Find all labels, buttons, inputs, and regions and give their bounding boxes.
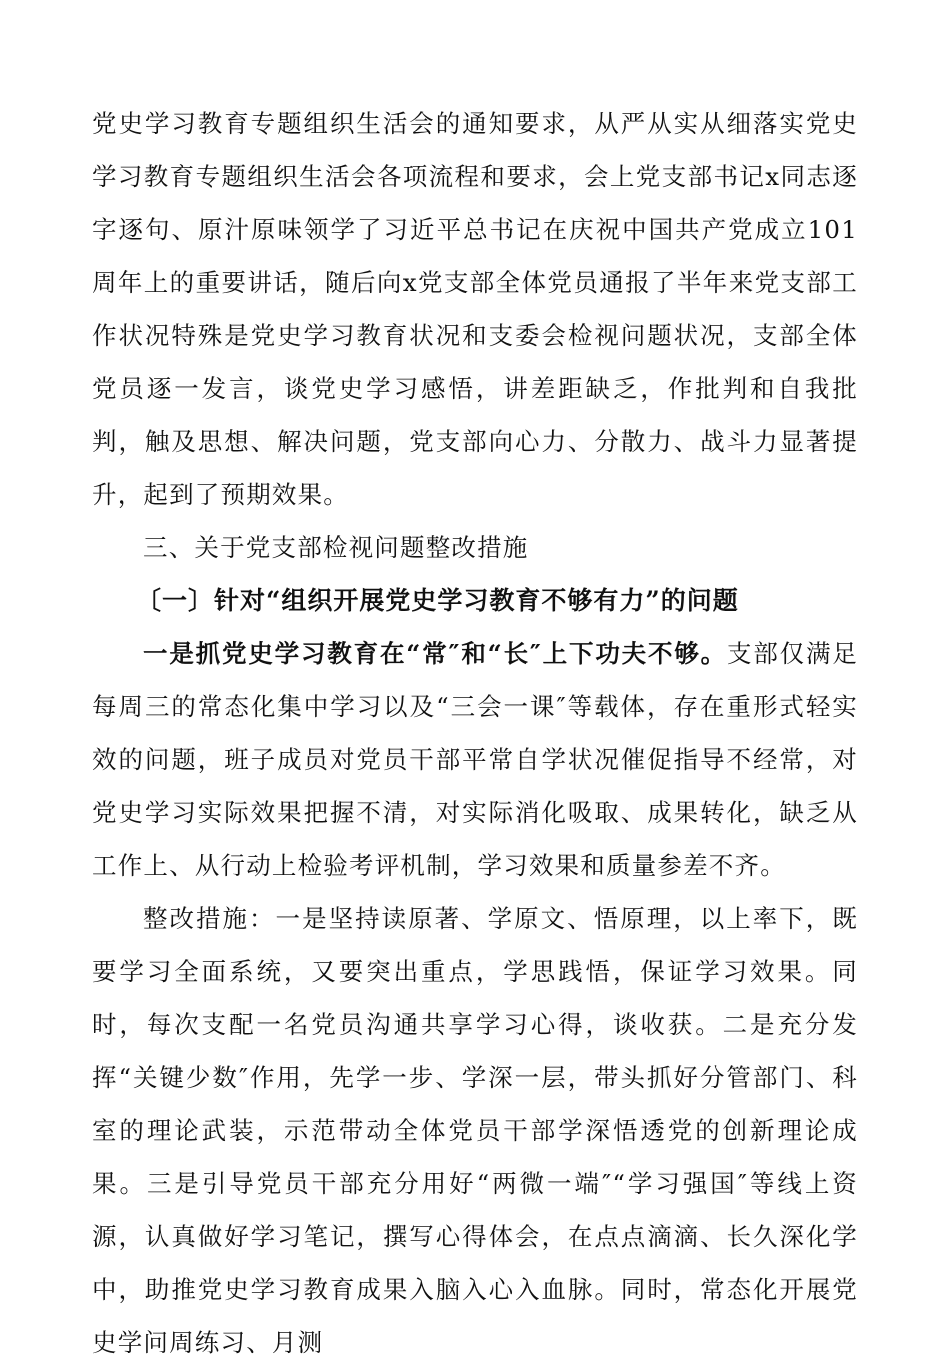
issue-paragraph — [92, 627, 858, 892]
issue-title: 一是抓党史学习教育在“常″和“长″上下功夫不够。 — [143, 639, 727, 668]
document-page — [92, 97, 858, 1369]
section-heading: 三、关于党支部检视问题整改措施 — [143, 533, 529, 562]
measures-paragraph: 整改措施：一是坚持读原著、学原文、悟原理，以上率下，既要学习全面系统，又要突出重点，学思践悟，保证学习效果。同时，每次支配一名党员沟通共享学习心得，谈收获。二是充分发挥“关键少数″作用，先学一步、学深一层，带头抓好分管部门、科室的理论武装，示范带动全体党员干部学深悟透党的创新理论成果。三是引导党员干部充分用好“两微一端″“学习强国″等线上资源，认真做好学习笔记，撰写心得体会，在点点滴滴、长久深化学中，助推党史学习教育成果入脑入心入血脉。同时，常态化开展党史学问周练习、月测 — [92, 904, 858, 1357]
issue-body: 支部仅满足每周三的常态化集中学习以及“三会一课″等载体，存在重形式轻实效的问题，班子成员对党员干部平常自学状况催促指导不经常，对党史学习实际效果把握不清，对实际消化吸取、成果转化，缺乏从工作上、从行动上检验考评机制，学习效果和质量参差不齐。 — [92, 639, 859, 880]
paragraph-continuation: 党史学习教育专题组织生活会的通知要求，从严从实从细落实党史学习教育专题组织生活会各项流程和要求，会上党支部书记x同志逐字逐句、原汁原味领学了习近平总书记在庆祝中国共产党成立101周年上的重要讲话，随后向x党支部全体党员通报了半年来党支部工作状况特殊是党史学习教育状况和支委会检视问题状况，支部全体党员逐一发言，谈党史学习感悟，讲差距缺乏，作批判和自我批判，触及思想、解决问题，党支部向心力、分散力、战斗力显著提升，起到了预期效果。 — [92, 109, 858, 509]
subsection-heading: 〔一〕针对“组织开展党史学习教育不够有力”的问题 — [136, 586, 739, 615]
